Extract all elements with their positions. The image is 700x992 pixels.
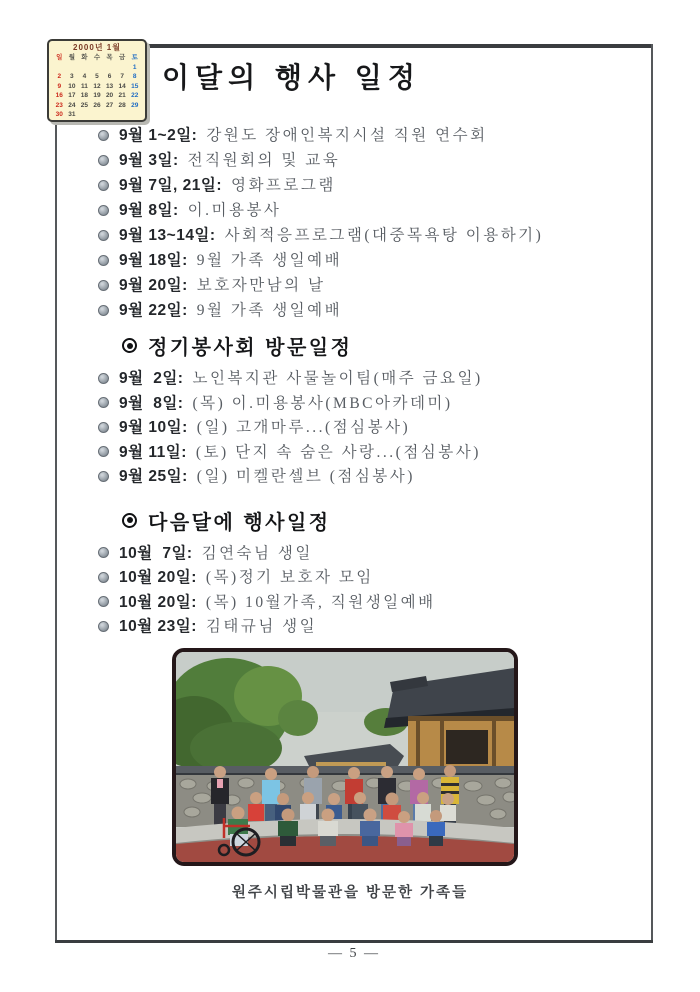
calendar-date xyxy=(116,110,129,120)
page-number: — 5 — xyxy=(328,946,380,961)
calendar-date: 17 xyxy=(68,92,76,99)
event-desc: 9월 가족 생일예배 xyxy=(196,252,343,269)
list-item xyxy=(96,223,644,248)
calendar-date: 7 xyxy=(120,73,124,80)
bullet-icon xyxy=(98,280,109,291)
event-date: 9월 13~14일: xyxy=(119,227,216,244)
list-item xyxy=(96,366,644,391)
calendar-date: 27 xyxy=(105,101,114,109)
calendar-date: 1 xyxy=(132,63,137,71)
calendar-weekday: 월 xyxy=(68,54,75,61)
calendar-date: 19 xyxy=(93,92,101,99)
bullet-icon xyxy=(98,446,109,457)
calendar-date: 4 xyxy=(82,73,87,80)
page-title: 이달의 행사 일정 xyxy=(162,62,421,93)
event-desc: 영화프로그램 xyxy=(230,177,336,194)
bullet-icon xyxy=(98,205,109,216)
visit-schedule-list xyxy=(96,366,644,489)
bullet-icon xyxy=(98,155,109,166)
event-date: 9월 1~2일: xyxy=(119,127,198,144)
event-desc: (목)정기 보호자 모임 xyxy=(205,569,374,586)
list-item xyxy=(96,415,644,440)
calendar-date xyxy=(91,63,104,73)
calendar-date xyxy=(103,110,116,120)
bullet-icon xyxy=(98,547,109,558)
event-desc: (목) 이.미용봉사(MBC아카데미) xyxy=(192,394,453,412)
bullet-icon xyxy=(98,180,109,191)
frame-border-bottom xyxy=(55,940,653,943)
list-item xyxy=(96,298,644,323)
frame-border-top xyxy=(146,44,653,48)
calendar-clipart xyxy=(47,39,147,122)
event-desc: (토) 단지 속 숨은 사랑...(점심봉사) xyxy=(195,443,481,461)
calendar-date xyxy=(78,110,91,120)
calendar-date-grid xyxy=(53,63,141,120)
calendar-date: 13 xyxy=(105,82,114,90)
calendar-date: 21 xyxy=(118,92,126,99)
event-date: 9월 25일: xyxy=(119,468,188,485)
list-item xyxy=(96,273,644,298)
bullet-icon xyxy=(98,397,109,408)
list-item xyxy=(96,123,644,148)
calendar-date: 29 xyxy=(131,101,139,109)
photo-illustration xyxy=(176,652,514,862)
group-photo xyxy=(172,648,518,866)
event-desc: (목) 10월가족, 직원생일예배 xyxy=(205,593,436,611)
calendar-date: 14 xyxy=(118,82,126,90)
list-item xyxy=(96,565,644,590)
calendar-date: 5 xyxy=(95,73,99,80)
list-item xyxy=(96,173,644,198)
calendar-date: 11 xyxy=(80,82,88,90)
calendar-date: 12 xyxy=(93,82,101,90)
bullet-icon xyxy=(98,621,109,632)
event-date: 9월 10일: xyxy=(119,419,188,436)
calendar-date: 6 xyxy=(107,73,112,80)
bullet-icon xyxy=(98,572,109,583)
photo-caption: 원주시립박물관을 방문한 가족들 xyxy=(231,885,469,901)
calendar-weekday: 일 xyxy=(56,54,63,61)
section-title-text: 정기봉사회 방문일정 xyxy=(148,337,353,359)
calendar-date: 10 xyxy=(68,82,76,90)
list-item xyxy=(96,541,644,566)
calendar-weekday-row xyxy=(53,53,141,63)
list-item xyxy=(96,391,644,416)
frame-border-left xyxy=(55,121,57,940)
double-circle-bullet-icon xyxy=(122,513,137,528)
event-date: 9월 2일: xyxy=(119,370,184,387)
event-date: 10월 20일: xyxy=(119,569,197,586)
calendar-date xyxy=(91,110,104,120)
section-title-next-month xyxy=(122,507,644,534)
event-date: 9월 3일: xyxy=(119,152,179,169)
event-desc: 전직원회의 및 교육 xyxy=(187,152,341,169)
calendar-date: 16 xyxy=(55,92,63,99)
frame-border-right xyxy=(651,44,653,943)
event-date: 10월 20일: xyxy=(119,593,197,611)
calendar-date: 25 xyxy=(80,101,89,109)
calendar-title: 2000년 1월 xyxy=(73,43,121,52)
event-desc: (일) 고개마루...(점심봉사) xyxy=(196,419,411,436)
calendar-date: 8 xyxy=(132,73,137,80)
event-desc: 김태규님 생일 xyxy=(205,618,318,635)
calendar-weekday: 화 xyxy=(81,54,88,61)
calendar-date xyxy=(116,63,129,73)
calendar-date: 15 xyxy=(131,82,139,90)
bullet-icon xyxy=(98,596,109,607)
event-date: 9월 8일: xyxy=(119,394,184,412)
event-date: 9월 20일: xyxy=(119,277,188,294)
event-date: 10월 7일: xyxy=(119,544,193,562)
double-circle-bullet-icon xyxy=(122,338,137,353)
list-item xyxy=(96,440,644,465)
calendar-date: 18 xyxy=(80,92,89,99)
event-date: 9월 8일: xyxy=(119,202,179,219)
event-desc: 노인복지관 사물놀이팀(매주 금요일) xyxy=(192,370,483,387)
event-desc: 강원도 장애인복지시설 직원 연수회 xyxy=(206,127,488,144)
calendar-date xyxy=(128,110,141,120)
calendar-date: 20 xyxy=(105,92,114,99)
bullet-icon xyxy=(98,130,109,141)
month-events-list xyxy=(96,123,644,323)
list-item xyxy=(96,614,644,639)
calendar-date: 28 xyxy=(118,101,126,109)
calendar-date: 31 xyxy=(68,111,76,118)
calendar-date xyxy=(53,63,66,73)
list-item xyxy=(96,464,644,489)
section-title-text: 다음달에 행사일정 xyxy=(148,511,331,534)
calendar-weekday: 수 xyxy=(93,54,101,61)
event-desc: 사회적응프로그램(대중목욕탕 이용하기) xyxy=(224,227,544,244)
bullet-icon xyxy=(98,230,109,241)
bullet-icon xyxy=(98,305,109,316)
calendar-date xyxy=(78,63,91,73)
event-desc: 보호자만남의 날 xyxy=(196,277,326,294)
calendar-date: 30 xyxy=(55,111,63,118)
bullet-icon xyxy=(98,422,109,433)
bullet-icon xyxy=(98,373,109,384)
calendar-date: 26 xyxy=(93,101,101,109)
section-title-visit-schedule xyxy=(122,332,644,359)
event-date: 9월 7일, 21일: xyxy=(119,177,222,194)
calendar-date: 24 xyxy=(68,101,76,109)
list-item xyxy=(96,148,644,173)
calendar-date: 9 xyxy=(57,82,62,90)
calendar-weekday: 금 xyxy=(118,54,126,61)
content-area xyxy=(96,123,644,639)
event-desc: (일) 미켈란셀브 (점심봉사) xyxy=(196,468,415,485)
calendar-date: 3 xyxy=(70,73,74,80)
next-month-list xyxy=(96,541,644,639)
calendar-date: 23 xyxy=(55,101,63,109)
list-item xyxy=(96,248,644,273)
bullet-icon xyxy=(98,471,109,482)
calendar-date: 2 xyxy=(57,73,62,80)
calendar-date: 22 xyxy=(131,92,139,99)
calendar-weekday: 목 xyxy=(106,54,113,61)
event-desc: 김연숙님 생일 xyxy=(201,544,313,562)
event-desc: 9월 가족 생일예배 xyxy=(196,302,343,319)
calendar-weekday: 토 xyxy=(131,54,138,61)
calendar-date xyxy=(66,63,79,73)
list-item xyxy=(96,198,644,223)
event-desc: 이.미용봉사 xyxy=(187,202,282,219)
event-date: 9월 11일: xyxy=(119,443,187,461)
event-date: 9월 18일: xyxy=(119,252,188,269)
bullet-icon xyxy=(98,255,109,266)
calendar-date xyxy=(103,63,116,73)
event-date: 9월 22일: xyxy=(119,302,188,319)
event-date: 10월 23일: xyxy=(119,618,197,635)
list-item xyxy=(96,590,644,615)
